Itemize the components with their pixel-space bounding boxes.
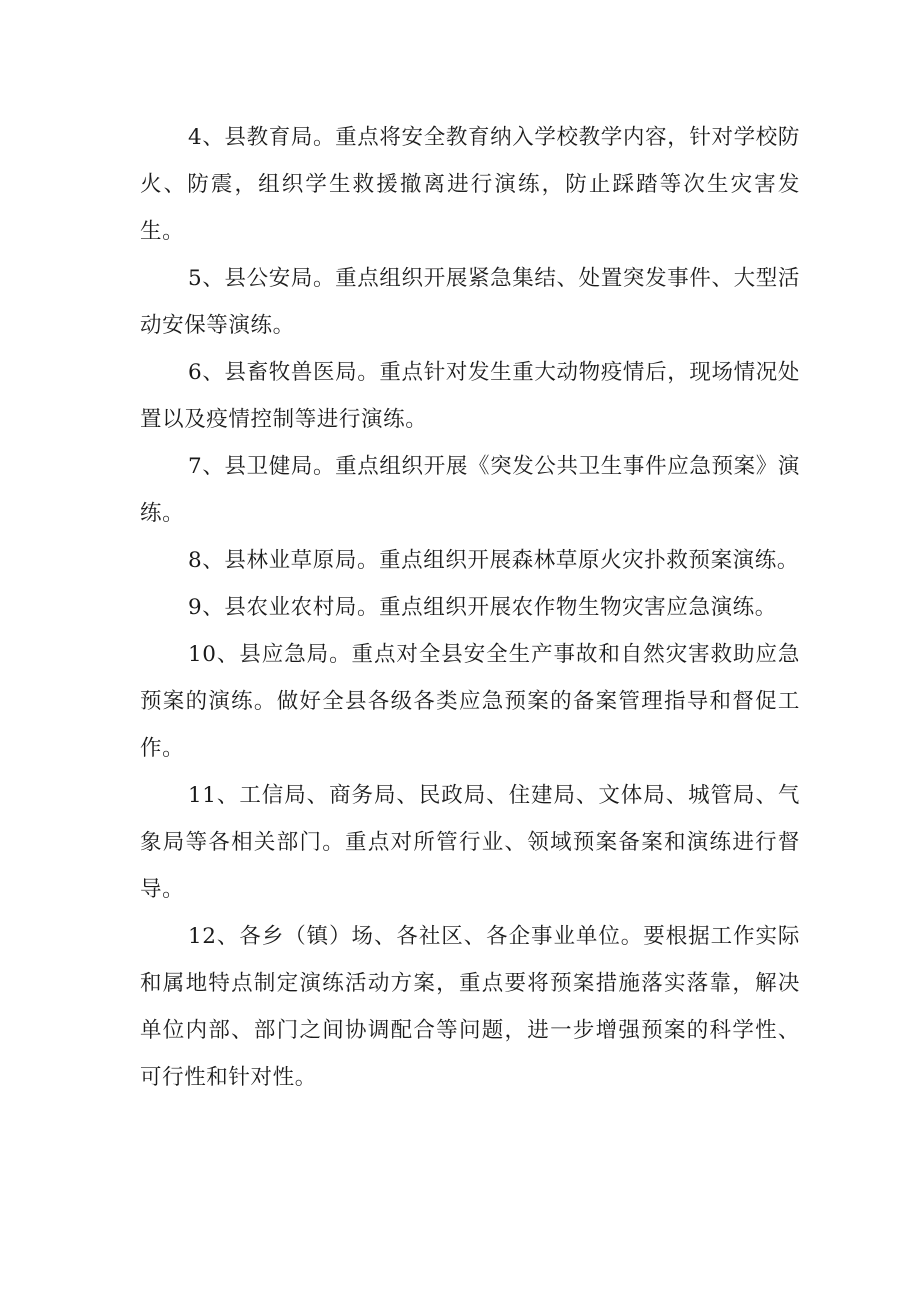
paragraph-item-8: 8、县林业草原局。重点组织开展森林草原火灾扑救预案演练。	[188, 548, 799, 573]
paragraph-item-5: 5、县公安局。重点组织开展紧急集结、处置突发事件、大型活动安保等演练。	[140, 266, 800, 338]
paragraph-item-9: 9、县农业农村局。重点组织开展农作物生物灾害应急演练。	[188, 595, 777, 620]
paragraph-item-4: 4、县教育局。重点将安全教育纳入学校教学内容，针对学校防火、防震，组织学生救援撤离进行演练，防止踩踏等次生灾害发生。	[140, 125, 800, 244]
paragraph-item-12: 12、各乡（镇）场、各社区、各企事业单位。要根据工作实际和属地特点制定演练活动方案，重点要将预案措施落实落靠，解决单位内部、部门之间协调配合等问题，进一步增强预案的科学性、可行性和针对性。	[140, 924, 800, 1090]
paragraph-item-6: 6、县畜牧兽医局。重点针对发生重大动物疫情后，现场情况处置以及疫情控制等进行演练。	[140, 360, 800, 432]
paragraph-item-10: 10、县应急局。重点对全县安全生产事故和自然灾害救助应急预案的演练。做好全县各级各类应急预案的备案管理指导和督促工作。	[140, 642, 800, 761]
paragraph-item-11: 11、工信局、商务局、民政局、住建局、文体局、城管局、气象局等各相关部门。重点对所管行业、领域预案备案和演练进行督导。	[140, 783, 800, 902]
document-body	[140, 114, 800, 1101]
paragraph-item-7: 7、县卫健局。重点组织开展《突发公共卫生事件应急预案》演练。	[140, 454, 800, 526]
